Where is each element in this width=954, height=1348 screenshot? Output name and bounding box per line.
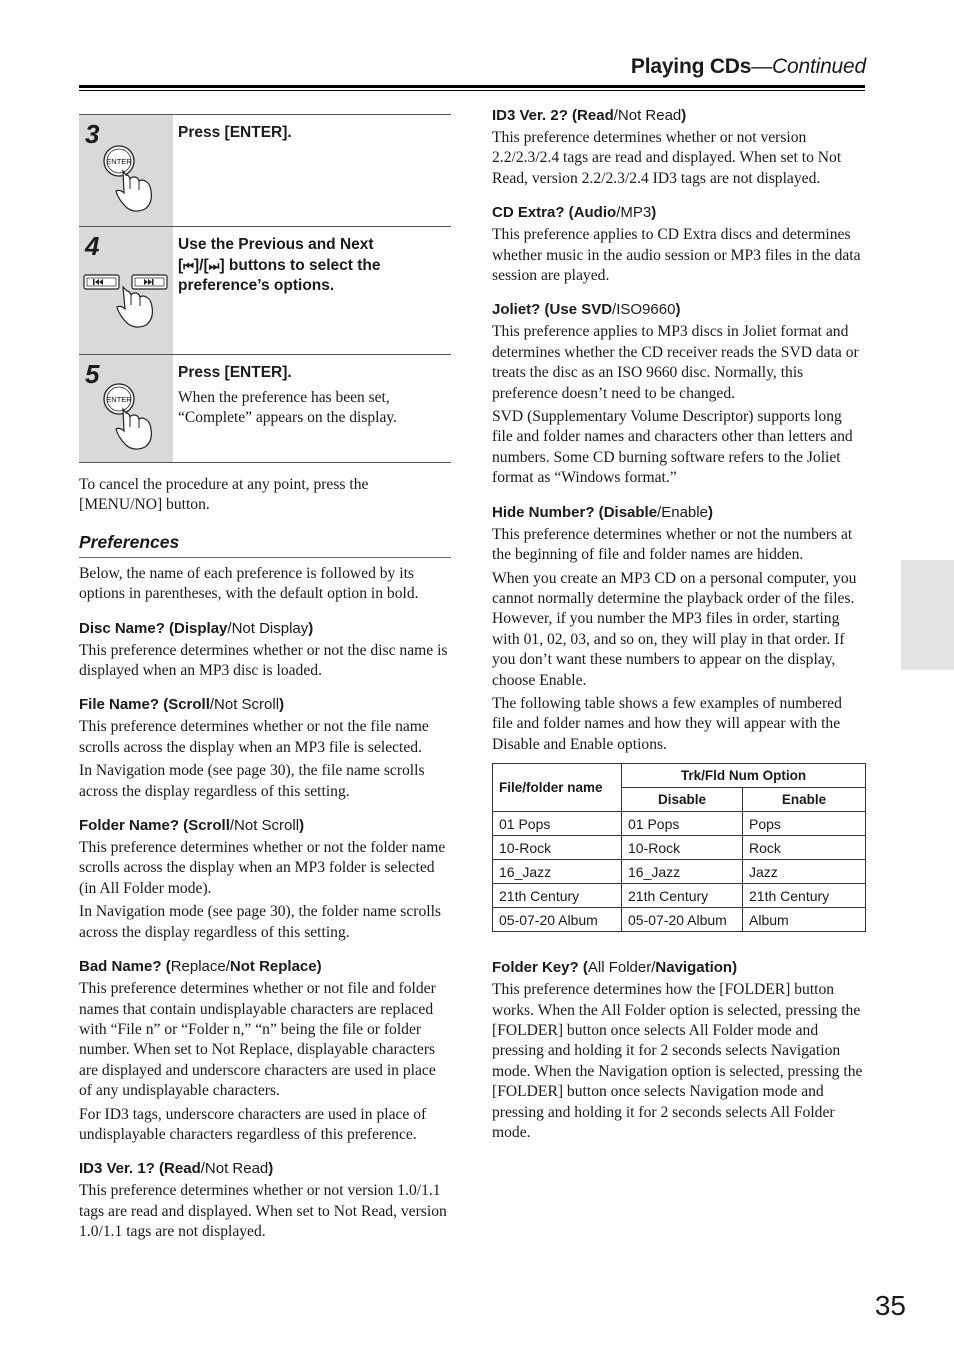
step-5-text — [173, 355, 451, 462]
pref-cd-extra-heading: CD Extra? (Audio/MP3) — [492, 204, 657, 222]
table-cell: Pops — [743, 812, 866, 836]
table-cell: 21th Century — [493, 884, 622, 908]
enter-label: ENTER — [106, 157, 132, 166]
preferences-heading: Preferences — [79, 532, 451, 558]
table-cell: 16_Jazz — [493, 860, 622, 884]
table-cell: Album — [743, 908, 866, 932]
table-header-group: Trk/Fld Num Option — [622, 764, 866, 788]
preferences-intro: Below, the name of each preference is followed by its options in parentheses, with the default option in bold. — [79, 564, 419, 603]
right-column — [492, 106, 866, 1146]
step-4 — [79, 226, 451, 354]
pref-bad-name-desc: This preference determines whether or not file and folder names that contain undisplayable characters are replaced with “File n” or “Folder n,” “n” being the file or folder number. When set to Not Replace, displayable characters are displayed and underscore characters are used in place of any undisplayable characters. — [79, 980, 436, 1100]
table-row — [493, 860, 866, 884]
table-header-enable: Enable — [743, 788, 866, 812]
pref-file-name-heading: File Name? (Scroll/Not Scroll) — [79, 696, 285, 714]
step-4-icon-panel — [79, 227, 173, 354]
table-cell: 21th Century — [743, 884, 866, 908]
pref-hide-number-heading: Hide Number? (Disable/Enable) — [492, 503, 713, 521]
left-column — [79, 114, 451, 1246]
step-title-line3: preference’s options. — [178, 277, 335, 294]
table-cell: 16_Jazz — [622, 860, 743, 884]
step-description: When the preference has been set, “Complete” appears on the display. — [178, 388, 397, 426]
step-3-icon-panel — [79, 115, 173, 226]
table-cell: 10-Rock — [493, 836, 622, 860]
pref-hide-number-table-intro: The following table shows a few examples of numbered file and folder names and how they will appear with the Disable and Enable options. — [492, 694, 842, 753]
previous-icon: ⏮ — [183, 258, 194, 273]
table-cell: 10-Rock — [622, 836, 743, 860]
table-header-row — [493, 764, 866, 788]
step-3 — [79, 114, 451, 226]
pref-folder-name-note: In Navigation mode (see page 30), the folder name scrolls across the display regardless of this setting. — [79, 903, 441, 941]
table-cell: Rock — [743, 836, 866, 860]
pref-disc-name-desc: This preference determines whether or not the disc name is displayed when an MP3 disc is loaded. — [79, 641, 448, 680]
cancel-note: To cancel the procedure at any point, press the [MENU/NO] button. — [79, 476, 369, 514]
pref-cd-extra-desc: This preference applies to CD Extra discs and determines whether music in the audio session or MP3 files in the data session are played. — [492, 226, 861, 285]
table-row — [493, 812, 866, 836]
header-rule — [79, 85, 865, 88]
step-3-text — [173, 115, 296, 226]
pref-bad-name-heading: Bad Name? (Replace/Not Replace) — [79, 958, 322, 976]
page-header-title — [631, 55, 866, 79]
table-header-disable: Disable — [622, 788, 743, 812]
step-title-bracket-open: [ — [178, 256, 184, 274]
pref-joliet-desc: This preference applies to MP3 discs in Joliet format and determines whether the CD receiver reads the SVD data or treats the disc as an ISO 9660 disc. Normally, this preference doesn’t need to be changed. — [492, 323, 859, 402]
table-cell: 05-07-20 Album — [622, 908, 743, 932]
step-number: 3 — [85, 119, 100, 149]
table-cell: 01 Pops — [493, 812, 622, 836]
pref-disc-name-heading: Disc Name? (Display/Not Display) — [79, 619, 314, 637]
header-rule-thin — [79, 90, 865, 91]
pref-joliet-note: SVD (Supplementary Volume Descriptor) supports long file and folder names and characters other than letters and numbers. Some CD burning software refers to the Joliet format as “Windows format.” — [492, 408, 853, 487]
examples-table — [492, 763, 866, 932]
step-5-icon-panel — [79, 355, 173, 462]
table-row — [493, 836, 866, 860]
pref-id3-v1-desc: This preference determines whether or not version 1.0/1.1 tags are read and displayed. When set to Not Read, version 1.0/1.1 tags are not displayed. — [79, 1182, 447, 1241]
enter-button-icon — [79, 355, 173, 462]
page-number: 35 — [874, 1290, 906, 1321]
table-cell: 01 Pops — [622, 812, 743, 836]
step-title: Press [ENTER]. — [178, 124, 292, 141]
pref-hide-number-desc: This preference determines whether or not the numbers at the beginning of file and folder names are hidden. — [492, 525, 853, 564]
step-4-text — [173, 227, 384, 354]
prev-next-buttons-icon — [79, 227, 173, 354]
pref-folder-name-desc: This preference determines whether or not the folder name scrolls across the display when an MP3 folder is selected (in All Folder mode). — [79, 839, 446, 897]
step-5 — [79, 354, 451, 463]
pref-folder-key-desc: This preference determines how the [FOLDER] button works. When the All Folder option is selected, pressing the [FOLDER] button once selects All Folder mode and pressing and holding it for 2 seconds selects Navigation mode. When the Navigation option is selected, pressing the [FOLDER] button once selects Navigation mode and pressing and holding it for 2 seconds selects All Folder mode. — [492, 981, 863, 1141]
step-title: Press [ENTER]. — [178, 364, 292, 381]
pref-file-name-note: In Navigation mode (see page 30), the file name scrolls across the display regardless of this setting. — [79, 762, 425, 800]
header-title-continued: —Continued — [751, 55, 866, 78]
table-cell: 21th Century — [622, 884, 743, 908]
table-cell: Jazz — [743, 860, 866, 884]
header-title-main: Playing CDs — [630, 55, 752, 78]
side-tab — [901, 560, 954, 670]
table-cell: 05-07-20 Album — [493, 908, 622, 932]
pref-id3-v1-heading: ID3 Ver. 1? (Read/Not Read) — [79, 1160, 274, 1178]
pref-bad-name-note: For ID3 tags, underscore characters are used in place of undisplayable characters regardless of this preference. — [79, 1105, 427, 1143]
step-title-bracket-mid: ]/[ — [193, 256, 209, 274]
enter-label: ENTER — [106, 395, 132, 404]
table-row — [493, 908, 866, 932]
step-title-line2: ] buttons to select the — [219, 256, 381, 274]
step-number: 5 — [85, 359, 100, 389]
step-number: 4 — [85, 231, 100, 261]
pref-id3-v2-heading: ID3 Ver. 2? (Read/Not Read) — [492, 107, 687, 124]
pref-folder-name-heading: Folder Name? (Scroll/Not Scroll) — [79, 817, 305, 835]
pref-id3-v2-desc: This preference determines whether or not version 2.2/2.3/2.4 tags are read and displayed. When set to Not Read, version 2.2/2.3/2.4 ID3 tags are not displayed. — [492, 129, 842, 187]
pref-file-name-desc: This preference determines whether or not the file name scrolls across the display when an MP3 file is selected. — [79, 718, 429, 756]
table-header-file-folder-name: File/folder name — [493, 764, 622, 812]
next-icon: ⏭ — [208, 258, 220, 273]
pref-joliet-heading: Joliet? (Use SVD/ISO9660) — [492, 301, 681, 319]
enter-button-icon — [79, 115, 173, 226]
step-title — [178, 235, 380, 297]
pref-folder-key-heading: Folder Key? (All Folder/Navigation) — [492, 959, 738, 977]
pref-hide-number-note: When you create an MP3 CD on a personal computer, you cannot normally determine the playback order of the files. However, if you number the MP3 files in order, starting with 01, 02, 03, and so on, they will play in that order. If you don’t want these numbers to appear on the display, choose Enable. — [492, 569, 857, 689]
step-title-line1: Use the Previous and Next — [178, 236, 374, 253]
table-row — [493, 884, 866, 908]
